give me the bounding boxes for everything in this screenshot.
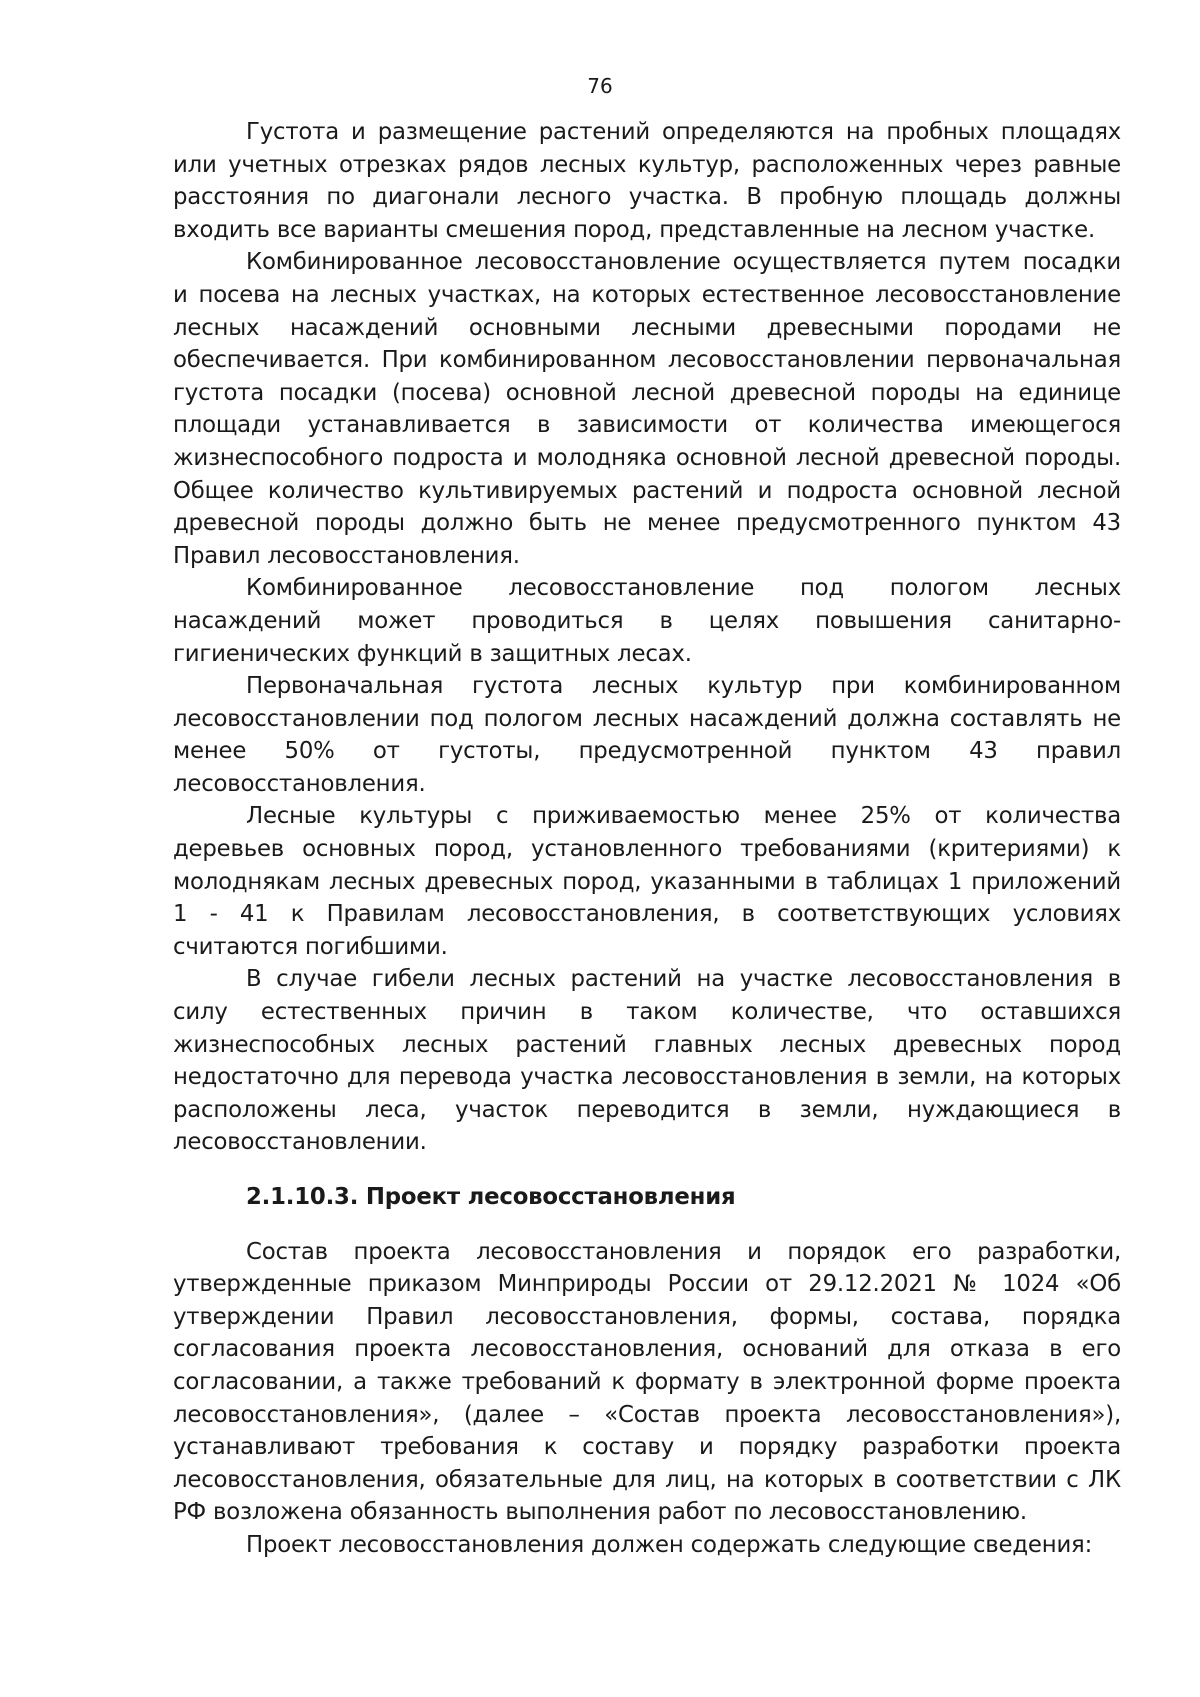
section-heading: 2.1.10.3. Проект лесовосстановления [246, 1184, 736, 1210]
document-body [173, 116, 1121, 1562]
paragraph-survival-rate: Лесные культуры с приживаемостью менее 25% от количества деревьев основных пород, установленного требованиями (критериями) к молоднякам лесных древесных пород, указанными в таблицах 1 приложений 1 - 41 к Правилам лесовосстановления, в соответствующих условиях считаются погибшими. [173, 803, 1121, 960]
paragraph-initial-density: Первоначальная густота лесных культур при комбинированном лесовосстановлении под пологом лесных насаждений должна составлять не менее 50% от густоты, предусмотренной пунктом 43 правил лесовосстановления. [173, 673, 1121, 797]
paragraph-canopy-reforestation: Комбинированное лесовосстановление под пологом лесных насаждений может проводиться в целях повышения санитарно-гигиенических функций в защитных лесах. [173, 575, 1121, 667]
paragraph-project-composition: Состав проекта лесовосстановления и порядок его разработки, утвержденные приказом Минприроды России от 29.12.2021 № 1024 «Об утверждении Правил лесовосстановления, формы, состава, порядка согласования проекта лесовосстановления, оснований для отказа в его согласовании, а также требований к формату в электронной форме проекта лесовосстановления», (далее – «Состав проекта лесовосстановления»), устанавливают требования к составу и порядку разработки проекта лесовосстановления, обязательные для лиц, на которых в соответствии с ЛК РФ возложена обязанность выполнения работ по лесовосстановлению. [173, 1238, 1121, 1526]
paragraph-plant-death: В случае гибели лесных растений на участке лесовосстановления в силу естественных причин в таком количестве, что оставшихся жизнеспособных лесных растений главных лесных древесных пород недостаточно для перевода участка лесовосстановления в земли, на которых расположены леса, участок переводится в земли, нуждающиеся в лесовосстановлении. [173, 966, 1121, 1156]
paragraph-project-contents: Проект лесовосстановления должен содержать следующие сведения: [246, 1531, 1093, 1558]
page-number: 76 [587, 74, 613, 98]
paragraph-plant-density: Густота и размещение растений определяются на пробных площадях или учетных отрезках рядов лесных культур, расположенных через равные расстояния по диагонали лесного участка. В пробную площадь должны входить все варианты смешения пород, представленные на лесном участке. [173, 119, 1121, 243]
paragraph-combined-reforestation: Комбинированное лесовосстановление осуществляется путем посадки и посева на лесных участках, на которых естественное лесовосстановление лесных насаждений основными лесными древесными породами не обеспечивается. При комбинированном лесовосстановлении первоначальная густота посадки (посева) основной лесной древесной породы на единице площади устанавливается в зависимости от количества имеющегося жизнеспособного подроста и молодняка основной лесной древесной породы. Общее количество культивируемых растений и подроста основной лесной древесной породы должно быть не менее предусмотренного пунктом 43 Правил лесовосстановления. [173, 249, 1121, 569]
